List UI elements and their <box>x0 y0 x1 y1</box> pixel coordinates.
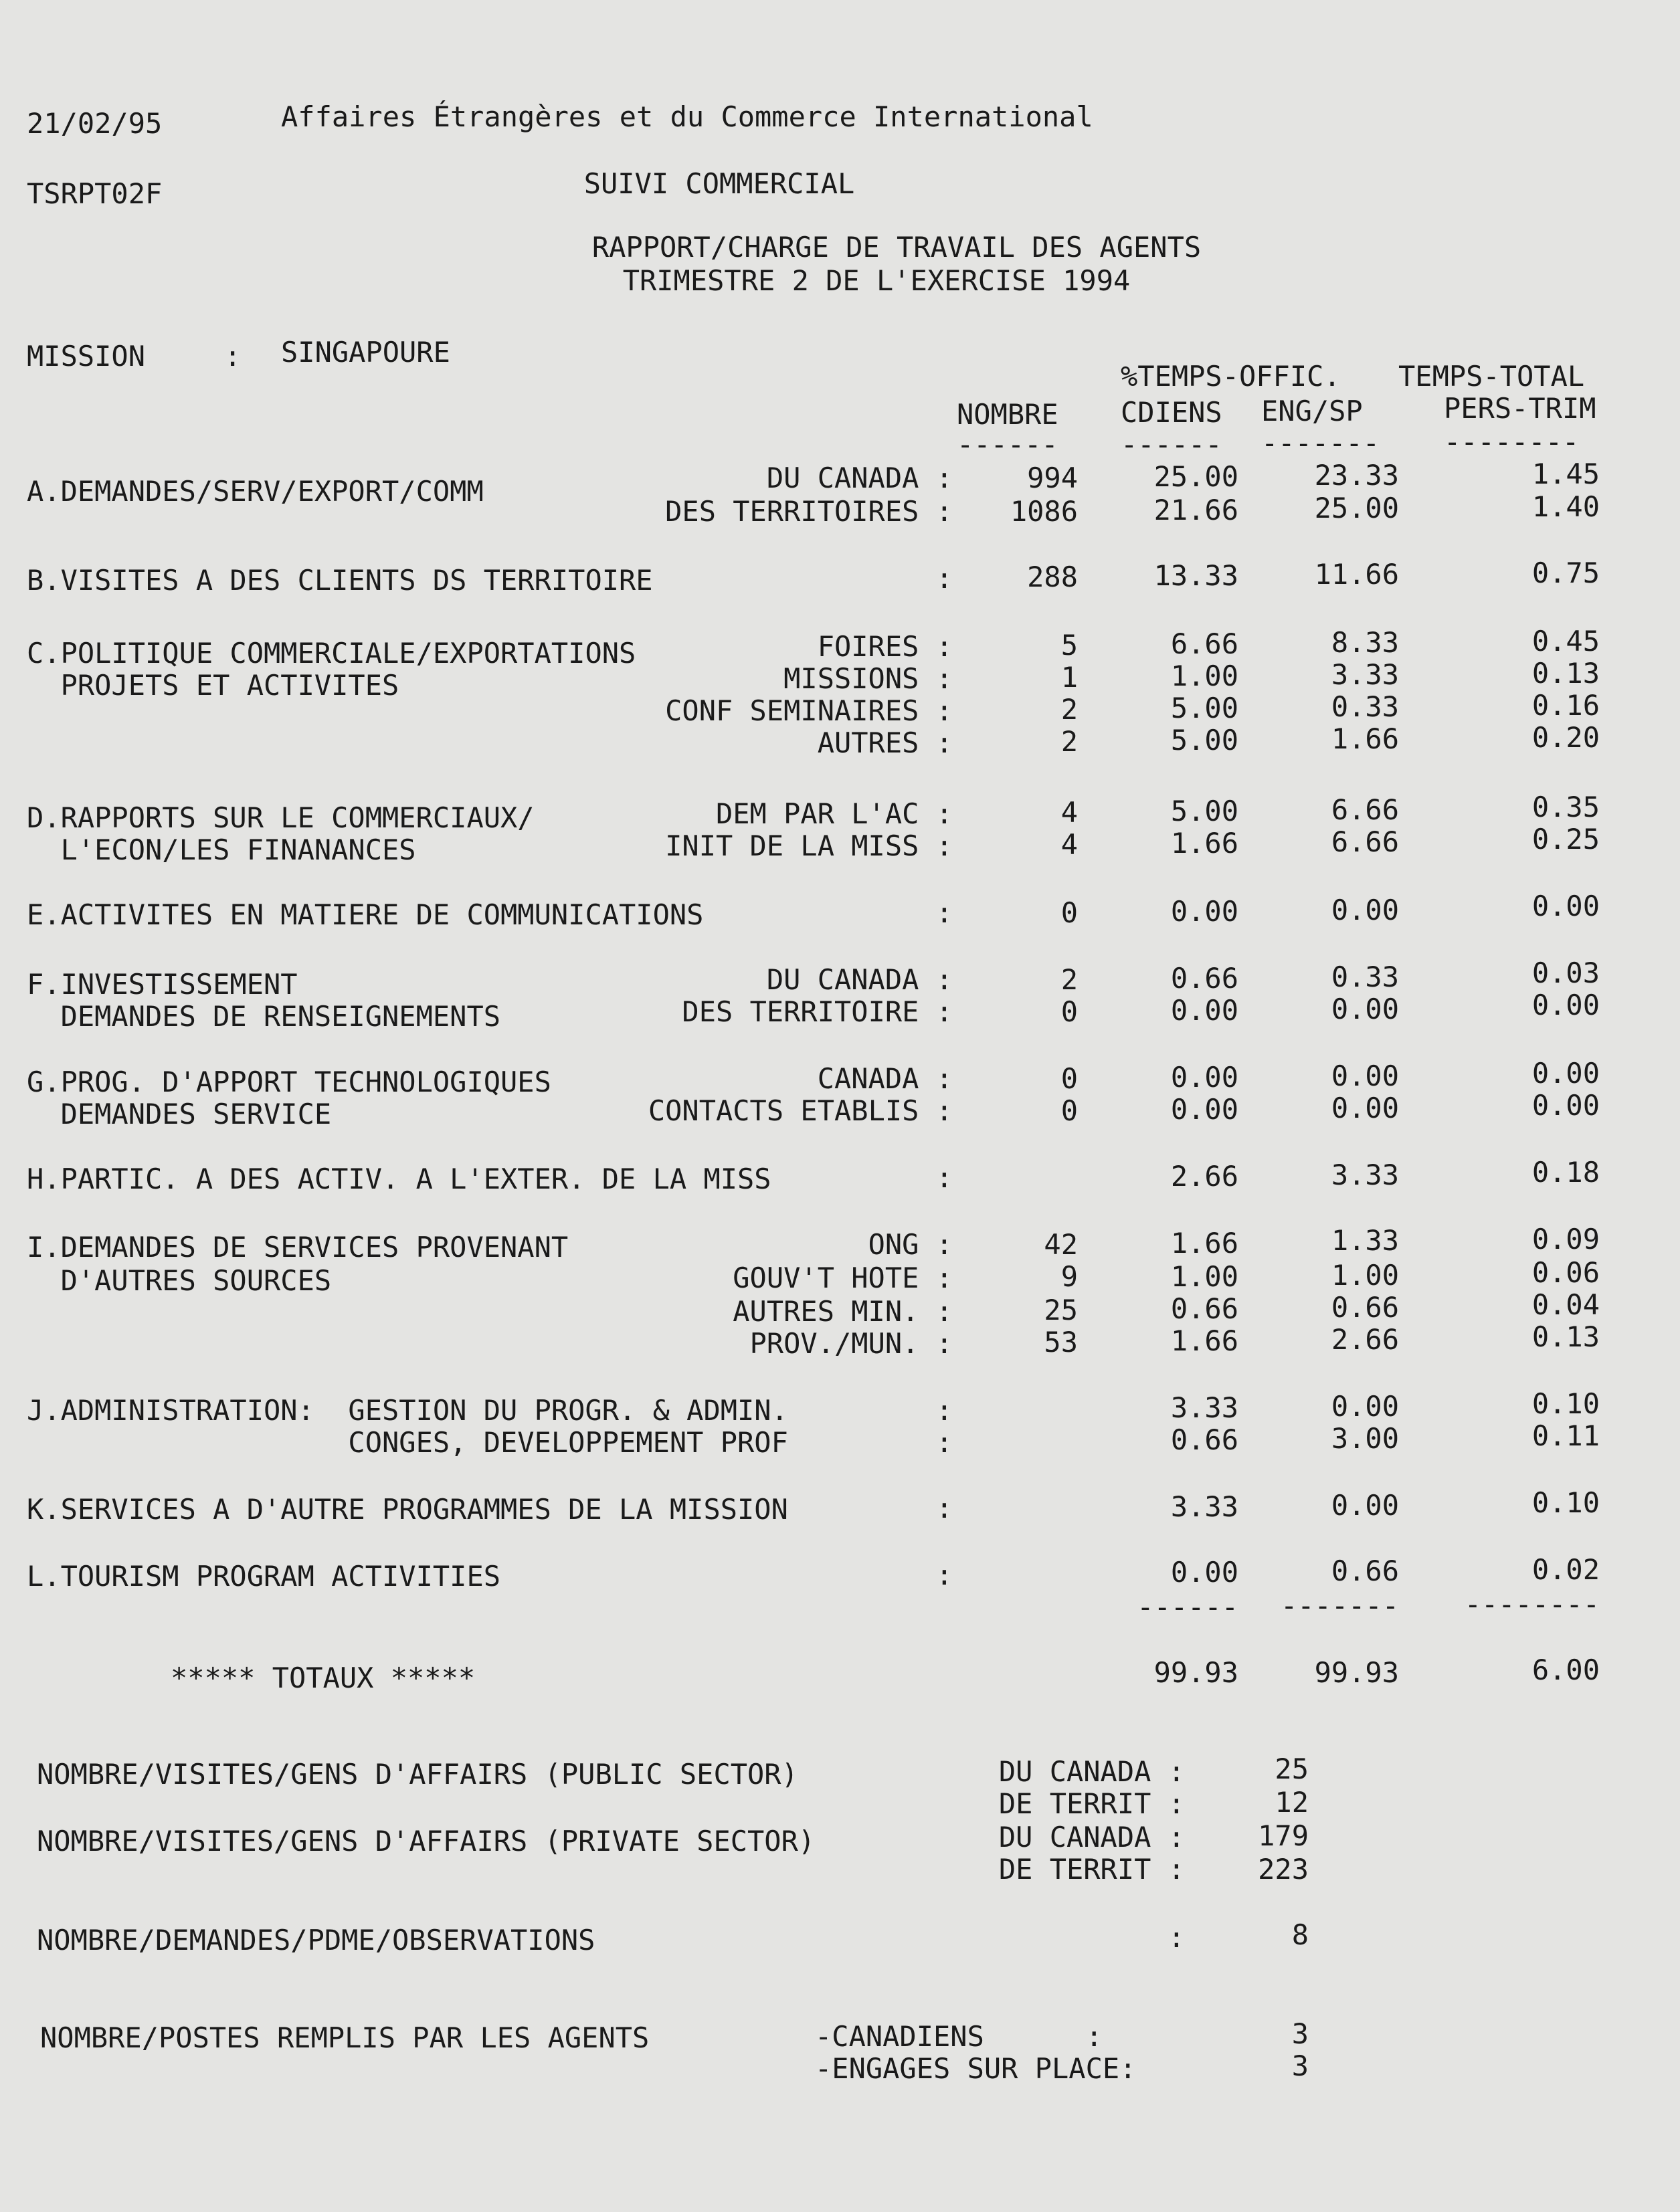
subcategory-label: CONF SEMINAIRES : <box>665 694 953 727</box>
nombre-value: 2 <box>1060 725 1078 758</box>
footer-label: NOMBRE/POSTES REMPLIS PAR LES AGENTS <box>40 2021 650 2054</box>
subcategory-label: CONTACTS ETABLIS : <box>648 1094 953 1127</box>
nombre-value: 2 <box>1060 693 1078 726</box>
nombre-value: 53 <box>1044 1326 1078 1359</box>
subcategory-label: AUTRES : <box>817 726 953 759</box>
engsp-value: 1.66 <box>1331 722 1399 755</box>
category-label: D.RAPPORTS SUR LE COMMERCIAUX/ <box>27 801 535 834</box>
header-cdiens: CDIENS <box>1121 396 1222 429</box>
persrim-value: 0.13 <box>1531 1320 1600 1353</box>
engsp-value: 0.66 <box>1331 1291 1399 1324</box>
footer-sub: DE TERRIT : <box>998 1787 1185 1820</box>
category-label: L'ECON/LES FINANANCES <box>27 833 416 866</box>
category-label: K.SERVICES A D'AUTRE PROGRAMMES DE LA MISSION <box>27 1493 788 1526</box>
cdiens-value: 1.00 <box>1170 1260 1238 1293</box>
engsp-value: 0.00 <box>1331 1489 1399 1522</box>
subcategory-label: : <box>935 1426 953 1459</box>
cdiens-value: 13.33 <box>1153 559 1238 592</box>
persrim-value: 0.00 <box>1531 1057 1600 1090</box>
totals-underline-engsp: ------- <box>1280 1589 1399 1622</box>
nombre-value: 9 <box>1060 1260 1078 1293</box>
header-underline-engsp: ------- <box>1261 427 1380 460</box>
category-label: D'AUTRES SOURCES <box>27 1264 332 1297</box>
nombre-value: 0 <box>1060 995 1078 1028</box>
footer-value: 12 <box>1275 1786 1309 1819</box>
cdiens-value: 0.00 <box>1170 1093 1238 1126</box>
totals-persrim: 6.00 <box>1531 1653 1600 1686</box>
subcategory-label: : <box>935 896 953 929</box>
engsp-value: 0.00 <box>1331 1390 1399 1423</box>
header-underline-persrim: -------- <box>1444 425 1580 458</box>
nombre-value: 2 <box>1060 963 1078 996</box>
engsp-value: 25.00 <box>1314 492 1399 524</box>
subcategory-label: MISSIONS : <box>783 662 953 695</box>
engsp-value: 8.33 <box>1331 626 1399 659</box>
category-label: DEMANDES SERVICE <box>27 1098 332 1130</box>
nombre-value: 25 <box>1044 1294 1078 1326</box>
category-label: B.VISITES A DES CLIENTS DS TERRITOIRE <box>27 564 653 597</box>
nombre-value: 1 <box>1060 661 1078 694</box>
cdiens-value: 5.00 <box>1170 692 1238 724</box>
totals-label: ***** TOTAUX ***** <box>171 1662 476 1694</box>
cdiens-value: 0.66 <box>1170 1292 1238 1325</box>
header-underline-nombre: ------ <box>957 428 1058 461</box>
mission-value: SINGAPOURE <box>281 336 450 369</box>
subcategory-label: CANADA : <box>817 1062 953 1095</box>
report-id: TSRPT02F <box>27 177 163 210</box>
persrim-value: 0.03 <box>1531 957 1600 989</box>
cdiens-value: 0.00 <box>1170 1556 1238 1589</box>
nombre-value: 0 <box>1060 1062 1078 1095</box>
report-date: 21/02/95 <box>27 107 163 140</box>
footer-sub: DU CANADA : <box>998 1821 1185 1853</box>
subcategory-label: : <box>935 1394 953 1427</box>
persrim-value: 0.09 <box>1531 1223 1600 1255</box>
totals-engsp: 99.93 <box>1314 1656 1399 1689</box>
persrim-value: 0.04 <box>1531 1288 1600 1321</box>
header-underline-cdiens: ------ <box>1121 428 1222 461</box>
category-label: H.PARTIC. A DES ACTIV. A L'EXTER. DE LA MISS <box>27 1163 771 1195</box>
persrim-value: 0.10 <box>1531 1387 1600 1420</box>
cdiens-value: 3.33 <box>1170 1490 1238 1523</box>
nombre-value: 4 <box>1060 796 1078 829</box>
persrim-value: 0.25 <box>1531 823 1600 856</box>
category-label: DEMANDES DE RENSEIGNEMENTS <box>27 1000 501 1033</box>
persrim-value: 0.13 <box>1531 657 1600 690</box>
persrim-value: 0.02 <box>1531 1553 1600 1586</box>
persrim-value: 0.45 <box>1531 625 1600 658</box>
header-temps-total: TEMPS-TOTAL <box>1398 360 1585 393</box>
footer-value: 223 <box>1258 1853 1309 1886</box>
header-persrim: PERS-TRIM <box>1444 392 1596 425</box>
footer-sub: : <box>1168 1921 1185 1954</box>
subcategory-label: FOIRES : <box>817 630 953 663</box>
persrim-value: 0.00 <box>1531 989 1600 1021</box>
footer-label: NOMBRE/VISITES/GENS D'AFFAIRS (PRIVATE SECTOR) <box>37 1825 816 1857</box>
cdiens-value: 0.66 <box>1170 1423 1238 1456</box>
engsp-value: 23.33 <box>1314 459 1399 492</box>
subcategory-label: : <box>935 562 953 595</box>
report-title: RAPPORT/CHARGE DE TRAVAIL DES AGENTS <box>591 231 1202 264</box>
engsp-value: 0.00 <box>1331 993 1399 1025</box>
footer-value: 179 <box>1258 1819 1309 1852</box>
persrim-value: 0.20 <box>1531 721 1600 754</box>
subcategory-label: PROV./MUN. : <box>749 1327 953 1360</box>
footer-sub: DE TERRIT : <box>998 1853 1185 1886</box>
category-label: A.DEMANDES/SERV/EXPORT/COMM <box>27 475 484 508</box>
engsp-value: 3.00 <box>1331 1422 1399 1455</box>
engsp-value: 3.33 <box>1331 658 1399 691</box>
persrim-value: 0.06 <box>1531 1256 1600 1289</box>
nombre-value: 0 <box>1060 896 1078 929</box>
totals-underline-persrim: -------- <box>1464 1588 1600 1621</box>
footer-value: 8 <box>1291 1918 1309 1951</box>
header-temps-offic: %TEMPS-OFFIC. <box>1121 360 1341 393</box>
persrim-value: 0.75 <box>1531 557 1600 589</box>
organization-name: Affaires Étrangères et du Commerce International <box>281 100 1093 133</box>
engsp-value: 0.33 <box>1331 690 1399 723</box>
cdiens-value: 25.00 <box>1153 460 1238 493</box>
footer-label: NOMBRE/VISITES/GENS D'AFFAIRS (PUBLIC SECTOR) <box>37 1758 798 1791</box>
category-label: C.POLITIQUE COMMERCIALE/EXPORTATIONS <box>27 637 636 670</box>
system-name: SUIVI COMMERCIAL <box>583 167 855 200</box>
category-label: J.ADMINISTRATION: GESTION DU PROGR. & ADMIN. <box>27 1394 788 1427</box>
engsp-value: 0.00 <box>1331 1092 1399 1124</box>
category-label: L.TOURISM PROGRAM ACTIVITIES <box>27 1560 501 1593</box>
engsp-value: 3.33 <box>1331 1159 1399 1191</box>
persrim-value: 0.35 <box>1531 791 1600 823</box>
totals-underline-cdiens: ------ <box>1137 1591 1238 1623</box>
engsp-value: 11.66 <box>1314 558 1399 591</box>
nombre-value: 4 <box>1060 828 1078 861</box>
persrim-value: 0.10 <box>1531 1486 1600 1519</box>
cdiens-value: 0.00 <box>1170 895 1238 928</box>
persrim-value: 0.11 <box>1531 1419 1600 1452</box>
footer-sub: -ENGAGES SUR PLACE: <box>815 2052 1137 2085</box>
footer-value: 3 <box>1291 2017 1309 2050</box>
subcategory-label: : <box>935 1492 953 1524</box>
subcategory-label: : <box>935 1559 953 1591</box>
engsp-value: 2.66 <box>1331 1323 1399 1356</box>
cdiens-value: 1.66 <box>1170 827 1238 860</box>
engsp-value: 6.66 <box>1331 825 1399 858</box>
subcategory-label: DU CANADA : <box>766 963 953 996</box>
cdiens-value: 1.66 <box>1170 1324 1238 1357</box>
engsp-value: 0.00 <box>1331 1060 1399 1092</box>
category-label: PROJETS ET ACTIVITES <box>27 669 399 702</box>
subcategory-label: GOUV'T HOTE : <box>733 1262 953 1294</box>
cdiens-value: 0.66 <box>1170 962 1238 995</box>
cdiens-value: 21.66 <box>1153 494 1238 526</box>
category-label: E.ACTIVITES EN MATIERE DE COMMUNICATIONS <box>27 898 704 931</box>
footer-sub: -CANADIENS : <box>815 2020 1103 2053</box>
footer-sub: DU CANADA : <box>998 1755 1185 1788</box>
report-subtitle: TRIMESTRE 2 DE L'EXERCISE 1994 <box>622 264 1131 297</box>
subcategory-label: DEM PAR L'AC : <box>715 797 953 830</box>
mission-colon: : <box>224 340 242 373</box>
category-label: I.DEMANDES DE SERVICES PROVENANT <box>27 1231 569 1264</box>
category-label: CONGES, DEVELOPPEMENT PROF <box>27 1426 788 1459</box>
mission-label: MISSION <box>27 340 146 373</box>
subcategory-label: ONG : <box>868 1228 953 1261</box>
footer-label: NOMBRE/DEMANDES/PDME/OBSERVATIONS <box>37 1924 595 1956</box>
engsp-value: 1.33 <box>1331 1224 1399 1257</box>
engsp-value: 1.00 <box>1331 1259 1399 1292</box>
persrim-value: 0.16 <box>1531 689 1600 722</box>
nombre-value: 994 <box>1027 462 1078 494</box>
footer-value: 25 <box>1275 1752 1309 1785</box>
totals-cdiens: 99.93 <box>1153 1656 1238 1689</box>
nombre-value: 288 <box>1027 561 1078 593</box>
subcategory-label: DES TERRITOIRES : <box>665 495 953 528</box>
cdiens-value: 1.66 <box>1170 1227 1238 1260</box>
nombre-value: 42 <box>1044 1228 1078 1261</box>
subcategory-label: DES TERRITOIRE : <box>682 995 953 1028</box>
cdiens-value: 6.66 <box>1170 627 1238 660</box>
engsp-value: 0.00 <box>1331 894 1399 926</box>
cdiens-value: 5.00 <box>1170 724 1238 757</box>
persrim-value: 1.40 <box>1531 490 1600 523</box>
footer-value: 3 <box>1291 2049 1309 2082</box>
subcategory-label: : <box>935 1161 953 1194</box>
category-label: G.PROG. D'APPORT TECHNOLOGIQUES <box>27 1066 551 1098</box>
category-label: F.INVESTISSEMENT <box>27 968 298 1001</box>
persrim-value: 1.45 <box>1531 458 1600 490</box>
subcategory-label: INIT DE LA MISS : <box>665 829 953 862</box>
subcategory-label: DU CANADA : <box>766 462 953 494</box>
cdiens-value: 1.00 <box>1170 660 1238 692</box>
cdiens-value: 0.00 <box>1170 1061 1238 1094</box>
persrim-value: 0.00 <box>1531 890 1600 922</box>
header-engsp: ENG/SP <box>1261 395 1363 427</box>
engsp-value: 0.66 <box>1331 1554 1399 1587</box>
cdiens-value: 0.00 <box>1170 994 1238 1027</box>
engsp-value: 0.33 <box>1331 961 1399 993</box>
persrim-value: 0.18 <box>1531 1156 1600 1189</box>
engsp-value: 6.66 <box>1331 793 1399 826</box>
nombre-value: 1086 <box>1010 495 1078 528</box>
header-nombre: NOMBRE <box>957 398 1058 431</box>
cdiens-value: 3.33 <box>1170 1391 1238 1424</box>
persrim-value: 0.00 <box>1531 1089 1600 1122</box>
cdiens-value: 5.00 <box>1170 795 1238 827</box>
subcategory-label: AUTRES MIN. : <box>733 1295 953 1328</box>
nombre-value: 0 <box>1060 1094 1078 1127</box>
nombre-value: 5 <box>1060 629 1078 662</box>
cdiens-value: 2.66 <box>1170 1160 1238 1193</box>
